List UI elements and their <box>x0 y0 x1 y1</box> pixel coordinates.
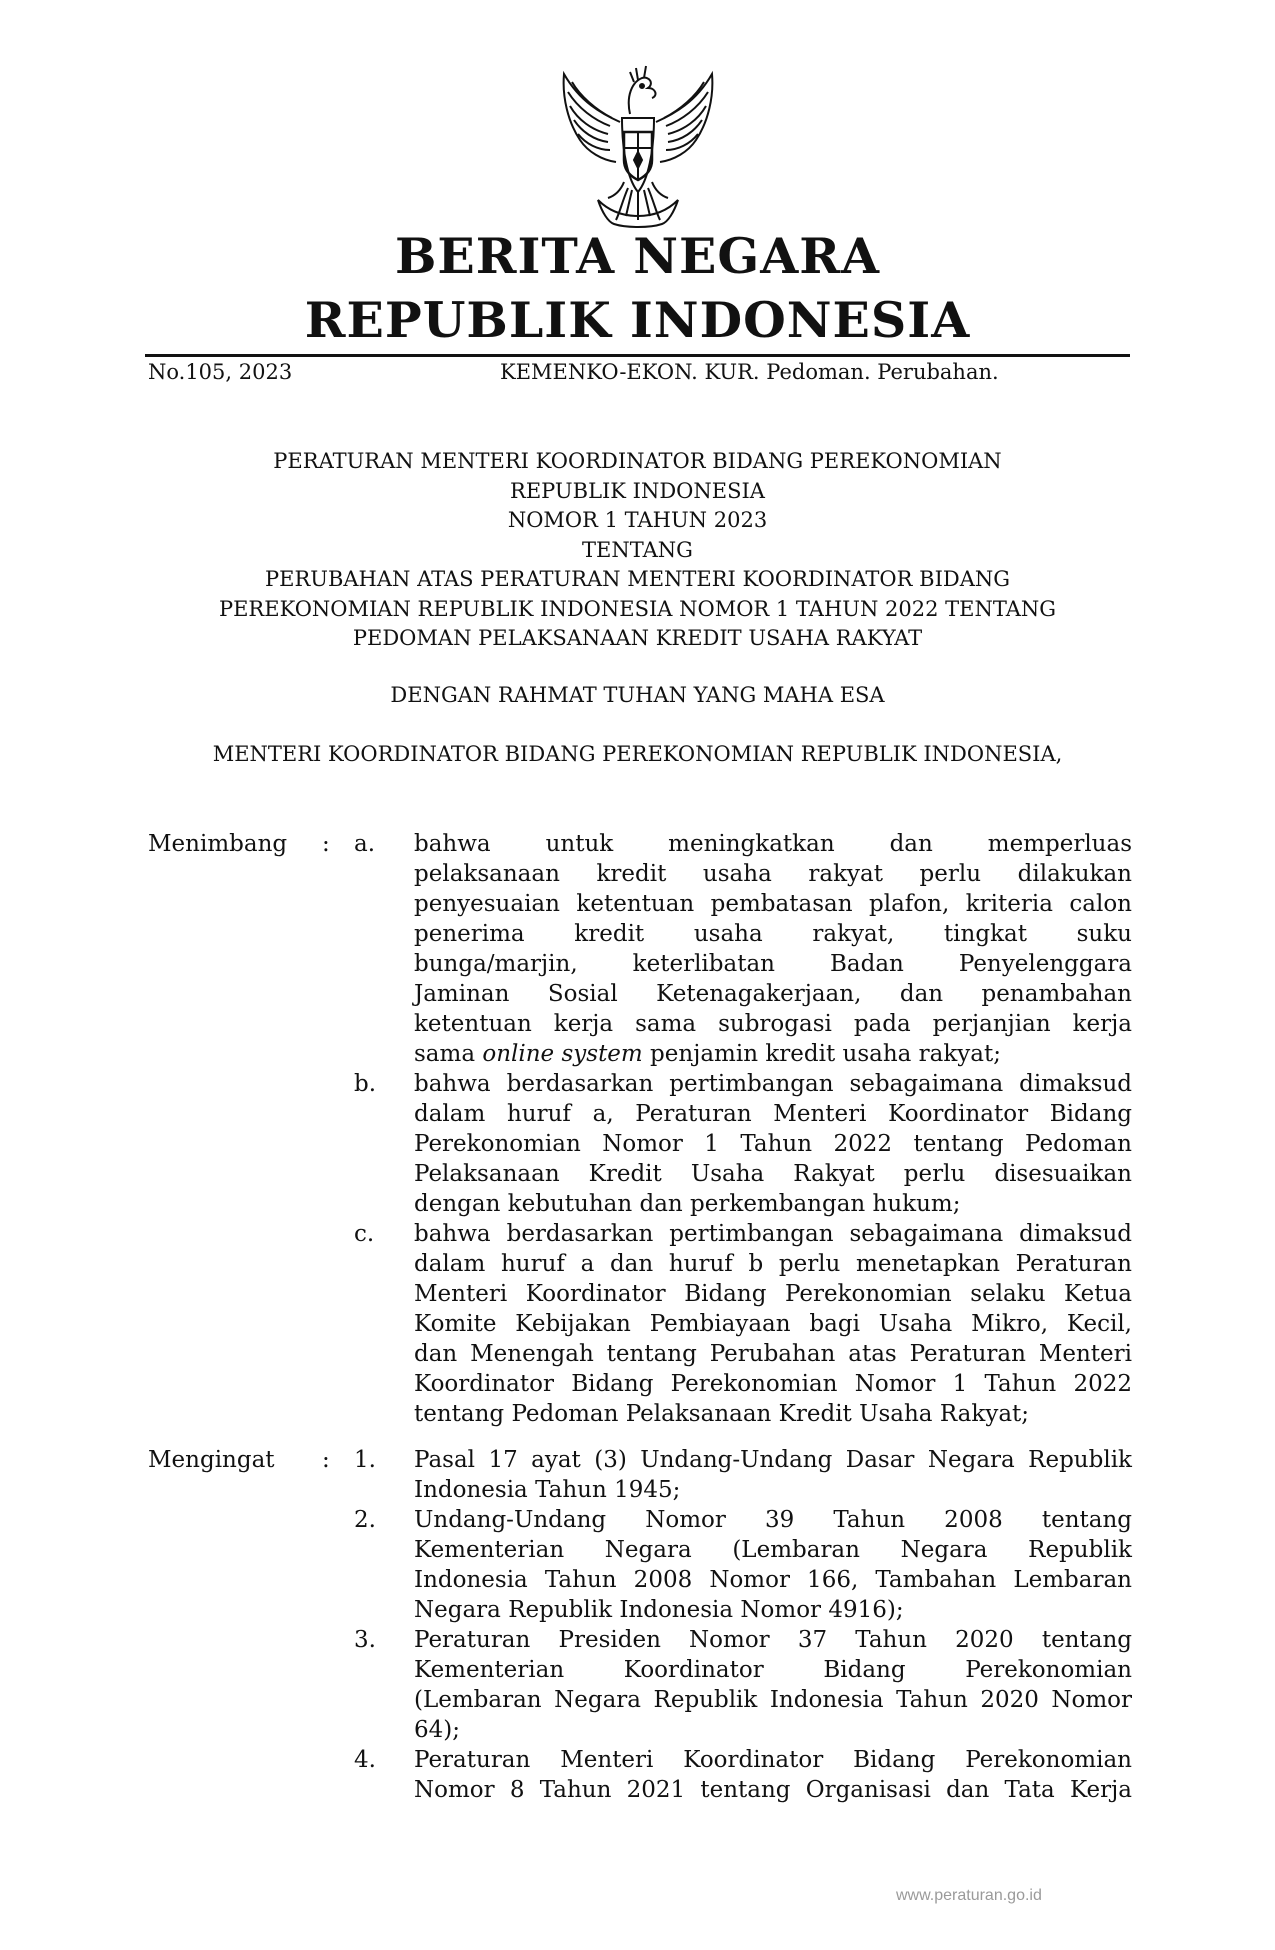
title-line: PERUBAHAN ATAS PERATURAN MENTERI KOORDINATOR BIDANG <box>264 567 1011 591</box>
text-line: dalam huruf a dan huruf b perlu menetapkan Peraturan <box>414 1251 1132 1277</box>
text-line: dan Menengah tentang Perubahan atas Peraturan Menteri <box>414 1341 1132 1367</box>
item-marker: 3. <box>354 1627 376 1653</box>
garuda-pancasila-icon <box>550 52 726 232</box>
section-label: Menimbang <box>148 831 288 857</box>
item-marker: b. <box>354 1071 377 1097</box>
text-line: Indonesia Tahun 2008 Nomor 166, Tambahan Lembaran <box>414 1567 1132 1593</box>
text-segment: sama <box>414 1041 483 1067</box>
text-line: tentang Pedoman Pelaksanaan Kredit Usaha Rakyat; <box>414 1401 1030 1427</box>
title-line: NOMOR 1 TAHUN 2023 <box>507 508 768 532</box>
text-line: Komite Kebijakan Pembiayaan bagi Usaha Mikro, Kecil, <box>414 1311 1132 1337</box>
gazette-keywords: KEMENKO-EKON. KUR. Pedoman. Perubahan. <box>500 360 999 384</box>
text-line: (Lembaran Negara Republik Indonesia Tahun 2020 Nomor <box>414 1687 1132 1713</box>
text-line: Pelaksanaan Kredit Usaha Rakyat perlu disesuaikan <box>414 1161 1132 1187</box>
text-line: Kementerian Negara (Lembaran Negara Republik <box>414 1537 1132 1563</box>
section-label: Mengingat <box>148 1447 275 1473</box>
source-watermark: www.peraturan.go.id <box>896 1887 1042 1904</box>
item-text <box>414 1625 1132 1745</box>
text-line: Indonesia Tahun 1945; <box>414 1477 681 1503</box>
text-line: Koordinator Bidang Perekonomian Nomor 1 Tahun 2022 <box>414 1371 1132 1397</box>
masthead-subtitle: REPUBLIK INDONESIA <box>304 291 971 349</box>
item-text <box>414 1069 1132 1219</box>
item-marker: c. <box>354 1221 375 1247</box>
text-line: pelaksanaan kredit usaha rakyat perlu dilakukan <box>414 861 1132 887</box>
title-line: REPUBLIK INDONESIA <box>510 478 765 503</box>
text-line: Menteri Koordinator Bidang Perekonomian selaku Ketua <box>414 1281 1132 1307</box>
section-colon: : <box>322 831 330 857</box>
item-text <box>414 1445 1132 1505</box>
item-text <box>414 1219 1132 1429</box>
gazette-number: No.105, 2023 <box>148 360 293 384</box>
masthead-title: BERITA NEGARA <box>394 227 880 285</box>
text-line: dengan kebutuhan dan perkembangan hukum; <box>414 1191 961 1217</box>
invocation: DENGAN RAHMAT TUHAN YANG MAHA ESA <box>390 683 885 707</box>
section-colon: : <box>322 1447 330 1473</box>
text-line: bunga/marjin, keterlibatan Badan Penyelenggara <box>414 951 1132 977</box>
text-line: dalam huruf a, Peraturan Menteri Koordinator Bidang <box>414 1101 1132 1127</box>
item-marker: 4. <box>354 1747 376 1773</box>
item-marker: 1. <box>354 1447 376 1473</box>
text-line: Undang-Undang Nomor 39 Tahun 2008 tentang <box>414 1507 1132 1533</box>
text-line: penerima kredit usaha rakyat, tingkat suku <box>414 921 1132 947</box>
text-line: ketentuan kerja sama subrogasi pada perjanjian kerja <box>414 1011 1132 1037</box>
text-line: Negara Republik Indonesia Nomor 4916); <box>414 1597 904 1623</box>
title-line: PEREKONOMIAN REPUBLIK INDONESIA NOMOR 1 TAHUN 2022 TENTANG <box>218 596 1057 621</box>
text-line: Jaminan Sosial Ketenagakerjaan, dan penambahan <box>414 981 1132 1007</box>
item-marker: 2. <box>354 1507 376 1533</box>
text-line: bahwa berdasarkan pertimbangan sebagaimana dimaksud <box>414 1221 1132 1247</box>
item-marker: a. <box>354 831 376 857</box>
text-line: Perekonomian Nomor 1 Tahun 2022 tentang Pedoman <box>414 1131 1132 1157</box>
text-line: Pasal 17 ayat (3) Undang-Undang Dasar Negara Republik <box>414 1447 1132 1473</box>
text-line: 64); <box>414 1717 460 1743</box>
header-divider <box>145 354 1130 357</box>
title-line: PEDOMAN PELAKSANAAN KREDIT USAHA RAKYAT <box>352 626 923 650</box>
text-line: Peraturan Menteri Koordinator Bidang Perekonomian <box>414 1747 1132 1773</box>
item-text <box>414 1505 1132 1625</box>
item-text <box>414 1745 1132 1805</box>
text-line: Kementerian Koordinator Bidang Perekonomian <box>414 1657 1132 1683</box>
text-line: bahwa berdasarkan pertimbangan sebagaimana dimaksud <box>414 1071 1132 1097</box>
text-line: bahwa untuk meningkatkan dan memperluas <box>414 831 1132 857</box>
title-line: PERATURAN MENTERI KOORDINATOR BIDANG PEREKONOMIAN <box>273 449 1002 473</box>
text-line: Peraturan Presiden Nomor 37 Tahun 2020 tentang <box>414 1627 1132 1653</box>
text-line <box>414 1039 1132 1069</box>
minister-heading: MENTERI KOORDINATOR BIDANG PEREKONOMIAN REPUBLIK INDONESIA, <box>212 742 1063 766</box>
text-line: Nomor 8 Tahun 2021 tentang Organisasi dan Tata Kerja <box>414 1777 1132 1803</box>
title-line: TENTANG <box>582 537 693 562</box>
text-line: penyesuaian ketentuan pembatasan plafon, kriteria calon <box>414 891 1132 917</box>
regulation-title <box>145 447 1130 654</box>
italic-term: online system <box>482 1041 643 1067</box>
item-text <box>414 829 1132 1069</box>
text-segment: penjamin kredit usaha rakyat; <box>642 1041 1002 1067</box>
